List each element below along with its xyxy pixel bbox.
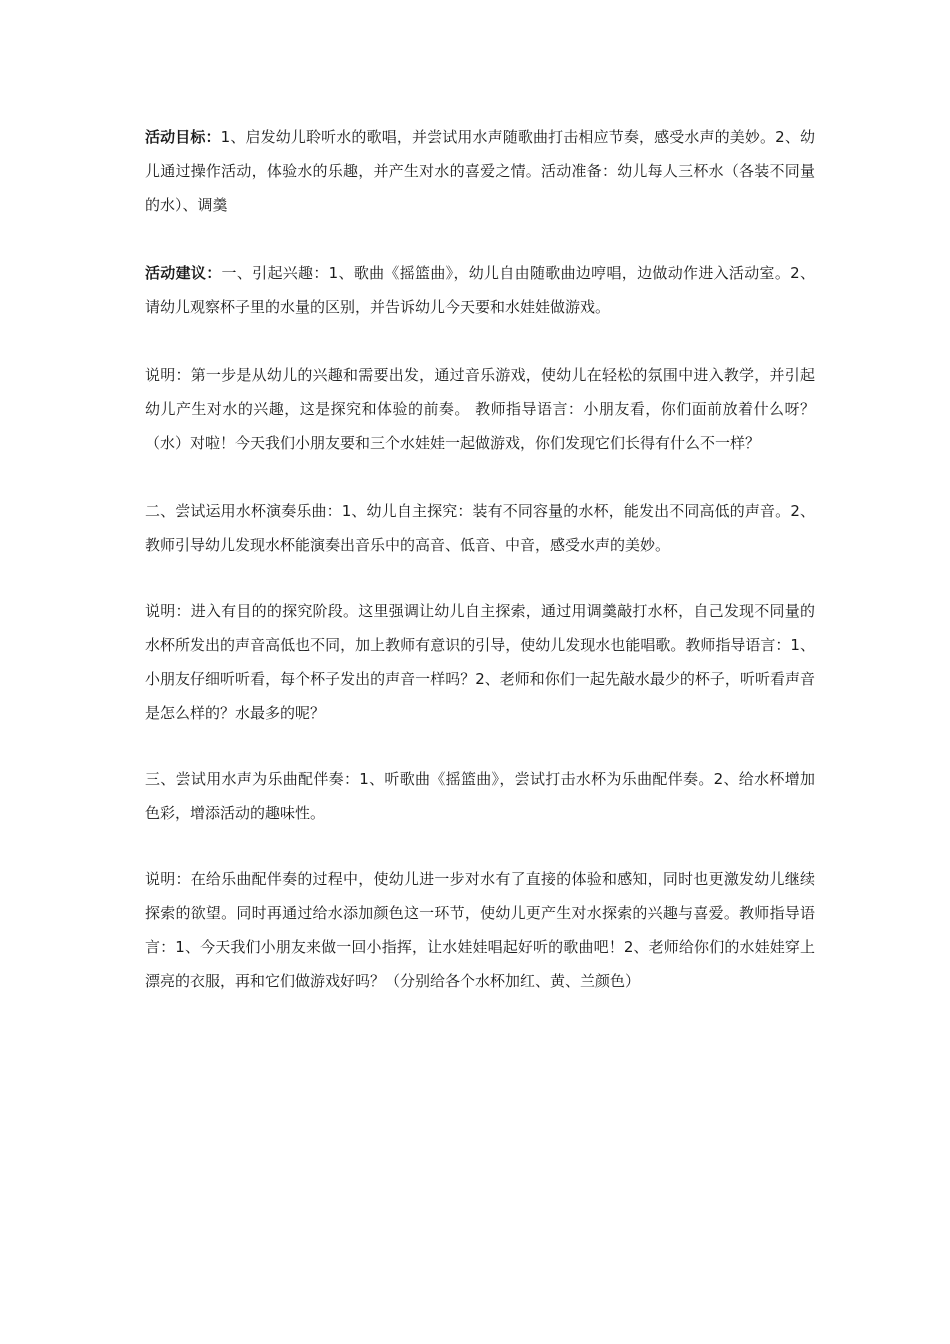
activity-goal-text: 1、启发幼儿聆听水的歌唱，并尝试用水声随歌曲打击相应节奏，感受水声的美妙。2、幼儿通过操作活动，体验水的乐趣，并产生对水的喜爱之情。活动准备：幼儿每人三杯水（各装不同量的水）、调羹 — [145, 128, 815, 214]
explanation-paragraph-2: 说明：进入有目的的探究阶段。这里强调让幼儿自主探索，通过用调羹敲打水杯，自己发现不同量的水杯所发出的声音高低也不同，加上教师有意识的引导，使幼儿发现水也能唱歌。教师指导语言：1、小朋友仔细听听看，每个杯子发出的声音一样吗？2、老师和你们一起先敲水最少的杯子，听听看声音是怎么样的？水最多的呢？ — [145, 602, 815, 722]
activity-goal-paragraph — [145, 120, 815, 222]
step-three-paragraph: 三、尝试用水声为乐曲配伴奏：1、听歌曲《摇篮曲》，尝试打击水杯为乐曲配伴奏。2、给水杯增加色彩，增添活动的趣味性。 — [145, 770, 815, 822]
activity-suggestion-label: 活动建议： — [145, 264, 222, 282]
activity-suggestion-text: 一、引起兴趣：1、歌曲《摇篮曲》，幼儿自由随歌曲边哼唱，边做动作进入活动室。2、 请幼儿观察杯子里的水量的区别，并告诉幼儿今天要和水娃娃做游戏。 — [145, 264, 815, 316]
step-two-paragraph: 二、尝试运用水杯演奏乐曲：1、幼儿自主探究：装有不同容量的水杯，能发出不同高低的声音。2、 教师引导幼儿发现水杯能演奏出音乐中的高音、低音、中音，感受水声的美妙。 — [145, 502, 815, 554]
document-page — [145, 120, 815, 998]
activity-suggestion-paragraph — [145, 256, 815, 324]
explanation-paragraph-1: 说明：第一步是从幼儿的兴趣和需要出发，通过音乐游戏，使幼儿在轻松的氛围中进入教学，并引起幼儿产生对水的兴趣，这是探究和体验的前奏。 教师指导语言：小朋友看，你们面前放着什么呀？（水）对啦！今天我们小朋友要和三个水娃娃一起做游戏，你们发现它们长得有什么不一样？ — [145, 366, 815, 452]
explanation-paragraph-3: 说明：在给乐曲配伴奏的过程中，使幼儿进一步对水有了直接的体验和感知，同时也更激发幼儿继续探索的欲望。同时再通过给水添加颜色这一环节，使幼儿更产生对水探索的兴趣与喜爱。教师指导语言：1、今天我们小朋友来做一回小指挥，让水娃娃唱起好听的歌曲吧！2、老师给你们的水娃娃穿上漂亮的衣服，再和它们做游戏好吗？（分别给各个水杯加红、黄、兰颜色） — [145, 870, 815, 990]
activity-goal-label: 活动目标： — [145, 128, 221, 146]
